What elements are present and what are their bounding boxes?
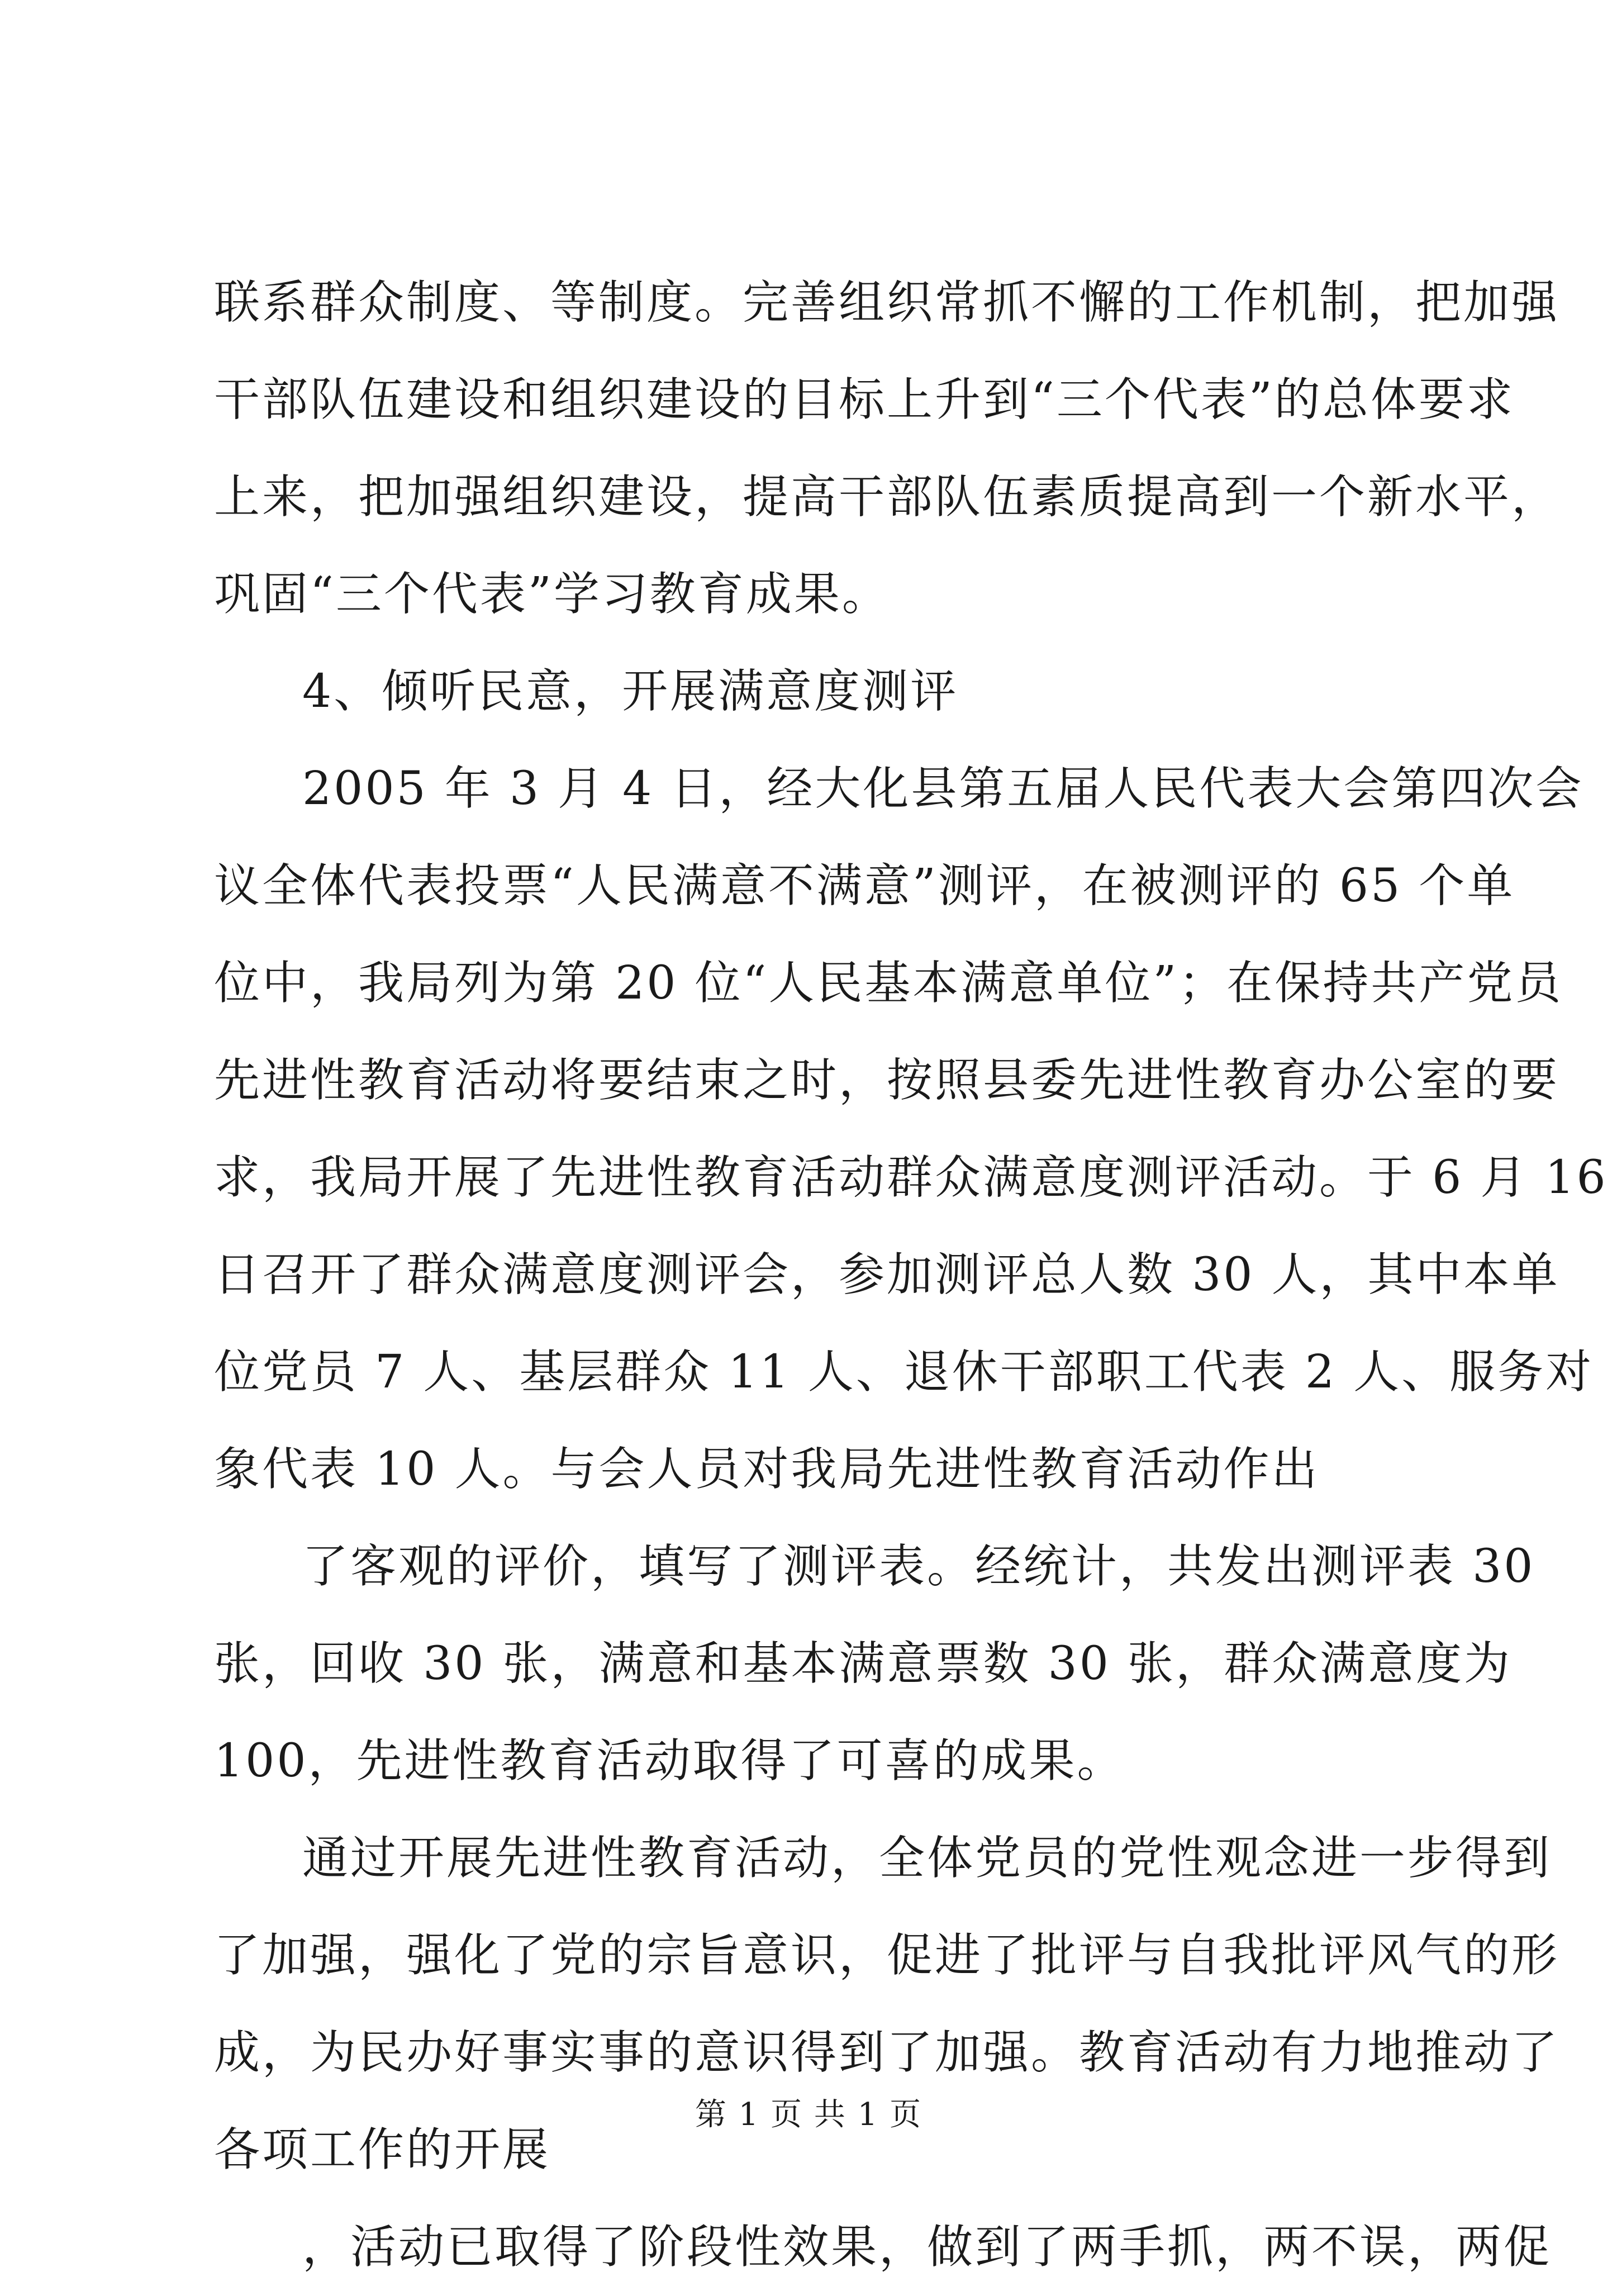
text-line: 了客观的评价，填写了测评表。经统计，共发出测评表 30 — [302, 1540, 1535, 1593]
section-heading: 4、倾听民意，开展满意度测评 — [302, 665, 959, 718]
text-line: 巩固“三个代表”学习教育成果。 — [214, 568, 890, 621]
text-line: 位党员 7 人、基层群众 11 人、退休干部职工代表 2 人、服务对 — [214, 1346, 1594, 1399]
text-line: 议全体代表投票“人民满意不满意”测评，在被测评的 65 个单 — [214, 859, 1515, 912]
text-line: 各项工作的开展 — [214, 2123, 551, 2176]
text-line: 成，为民办好事实事的意识得到了加强。教育活动有力地推动了 — [214, 2026, 1560, 2079]
text-line: 干部队伍建设和组织建设的目标上升到“三个代表”的总体要求 — [214, 373, 1515, 426]
text-line: 先进性教育活动将要结束之时，按照县委先进性教育办公室的要 — [214, 1054, 1560, 1107]
text-line: 了加强，强化了党的宗旨意识，促进了批评与自我批评风气的形 — [214, 1929, 1560, 1982]
text-line: ，活动已取得了阶段性效果，做到了两手抓，两不误，两促 — [302, 2221, 1552, 2274]
text-line: 象代表 10 人。与会人员对我局先进性教育活动作出 — [214, 1443, 1320, 1496]
text-line: 联系群众制度、等制度。完善组织常抓不懈的工作机制，把加强 — [214, 276, 1560, 329]
text-line: 100，先进性教育活动取得了可喜的成果。 — [214, 1734, 1125, 1788]
text-line: 求，我局开展了先进性教育活动群众满意度测评活动。于 6 月 16 — [214, 1151, 1608, 1204]
text-line: 张，回收 30 张，满意和基本满意票数 30 张，群众满意度为 — [214, 1637, 1512, 1690]
text-line: 日召开了群众满意度测评会，参加测评总人数 30 人，其中本单 — [214, 1248, 1560, 1301]
page-footer: 第 1 页 共 1 页 — [695, 2097, 922, 2133]
text-line: 通过开展先进性教育活动，全体党员的党性观念进一步得到 — [302, 1832, 1552, 1885]
text-line: 2005 年 3 月 4 日，经大化县第五届人民代表大会第四次会 — [302, 762, 1584, 815]
text-line: 上来，把加强组织建设，提高干部队伍素质提高到一个新水平， — [214, 470, 1560, 524]
text-line: 位中，我局列为第 20 位“人民基本满意单位”；在保持共产党员 — [214, 957, 1563, 1010]
document-body — [214, 254, 1608, 2296]
